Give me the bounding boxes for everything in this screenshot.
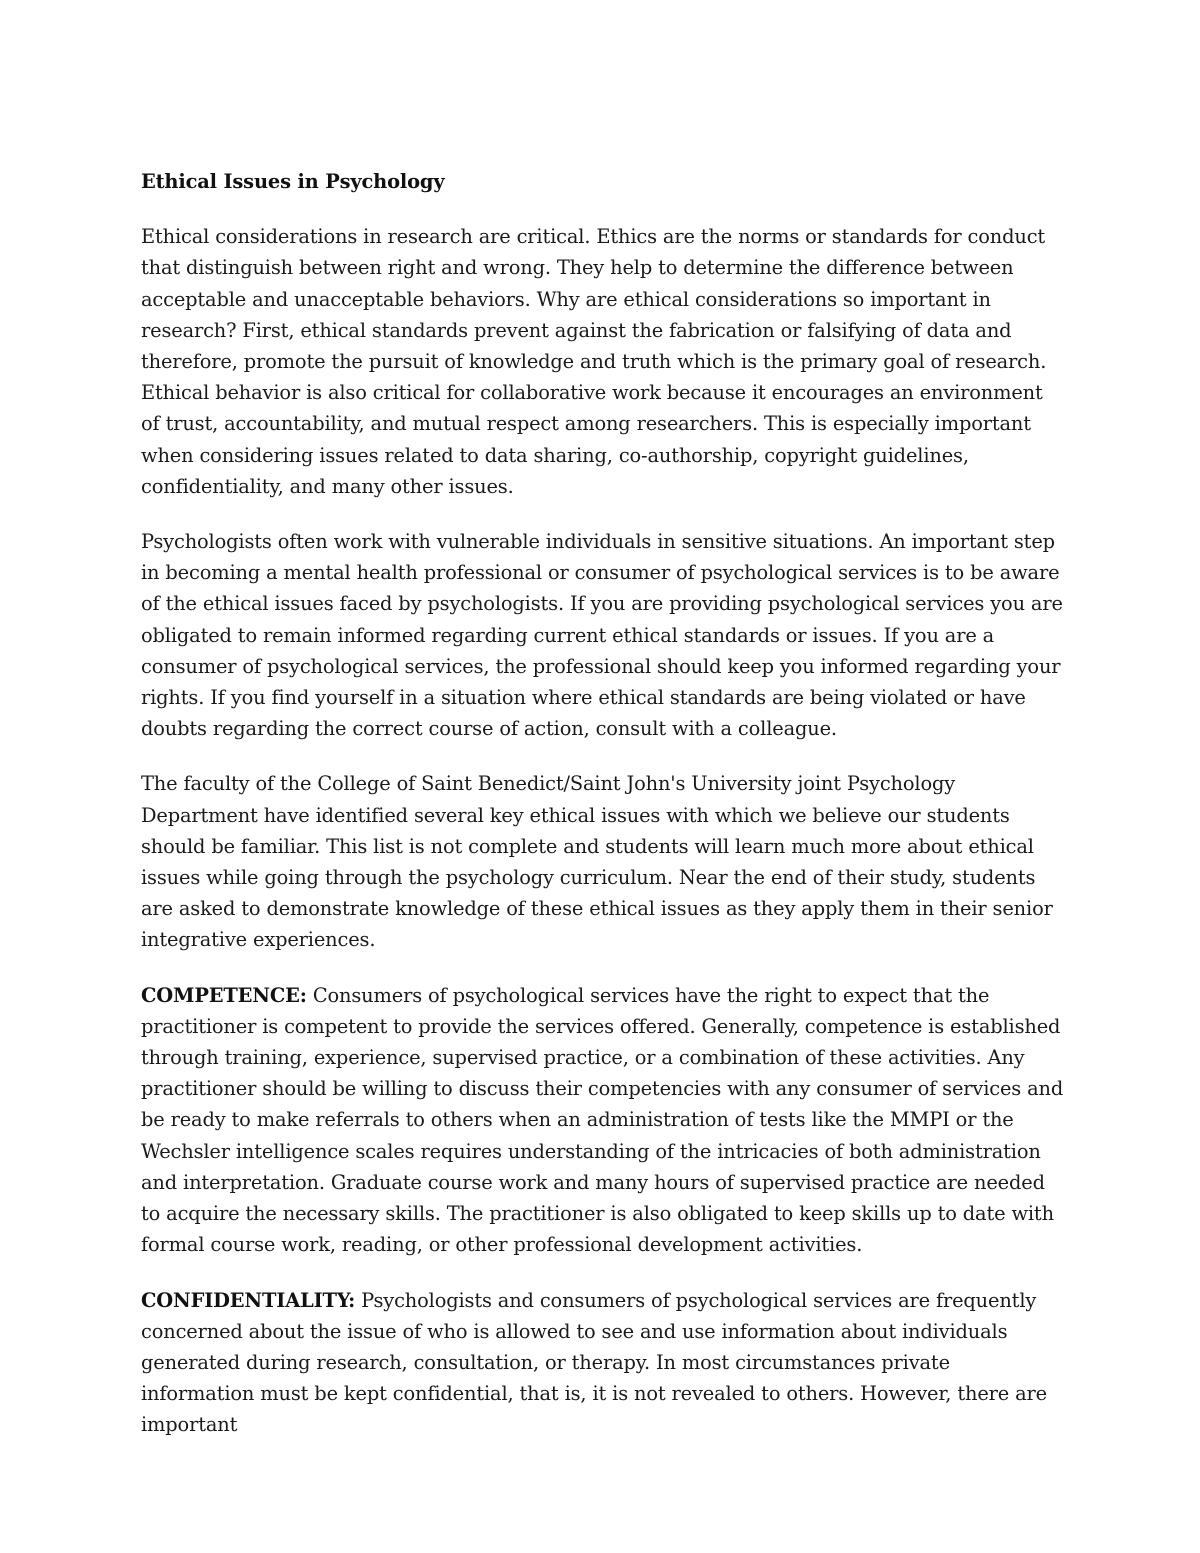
document-title: Ethical Issues in Psychology	[141, 170, 445, 193]
paragraph-text: Consumers of psychological services have the right to expect that the practitioner is competent to provide the services offered. Generally, competence is established through training, experience, supervised practice, or a combination of these activities. Any practitioner should be willing to discuss their competencies with any consumer of services and be ready to make referrals to others when an administration of tests like the MMPI or the Wechsler intelligence scales requires understanding of the intricacies of both administration and interpretation. Graduate course work and many hours of supervised practice are needed to acquire the necessary skills. The practitioner is also obligated to keep skills up to date with formal course work, reading, or other professional development activities.	[141, 983, 1064, 1257]
term-competence: COMPETENCE:	[141, 983, 307, 1007]
paragraph-competence	[141, 980, 1066, 1261]
paragraph-text: Psychologists and consumers of psychological services are frequently concerned about the issue of who is allowed to see and use information about individuals generated during research, consultation, or therapy. In most circumstances private information must be kept confidential, that is, it is not revealed to others. However, there are important	[141, 1288, 1047, 1437]
paragraph-faculty	[141, 768, 1066, 955]
document-body	[141, 166, 1066, 1465]
paragraph-confidentiality	[141, 1285, 1066, 1441]
term-confidentiality: CONFIDENTIALITY:	[141, 1288, 356, 1312]
paragraph-text: Ethical considerations in research are critical. Ethics are the norms or standards for conduct that distinguish between right and wrong. They help to determine the difference between acceptable and unacceptable behaviors. Why are ethical considerations so important in research? First, ethical standards prevent against the fabrication or falsifying of data and therefore, promote the pursuit of knowledge and truth which is the primary goal of research. Ethical behavior is also critical for collaborative work because it encourages an environment of trust, accountability, and mutual respect among researchers. This is especially important when considering issues related to data sharing, co-authorship, copyright guidelines, confidentiality, and many other issues.	[141, 225, 1047, 498]
paragraph-text: Psychologists often work with vulnerable individuals in sensitive situations. An important step in becoming a mental health professional or consumer of psychological services is to be aware of the ethical issues faced by psychologists. If you are providing psychological services you are obligated to remain informed regarding current ethical standards or issues. If you are a consumer of psychological services, the professional should keep you informed regarding your rights. If you find yourself in a situation where ethical standards are being violated or have doubts regarding the correct course of action, consult with a colleague.	[141, 530, 1063, 741]
paragraph-psychologists	[141, 526, 1066, 744]
paragraph-text: The faculty of the College of Saint Benedict/Saint John's University joint Psychology Department have identified several key ethical issues with which we believe our students should be familiar. This list is not complete and students will learn much more about ethical issues while going through the psychology curriculum. Near the end of their study, students are asked to demonstrate knowledge of these ethical issues as they apply them in their senior integrative experiences.	[141, 772, 1053, 952]
paragraph-ethical-considerations	[141, 221, 1066, 502]
